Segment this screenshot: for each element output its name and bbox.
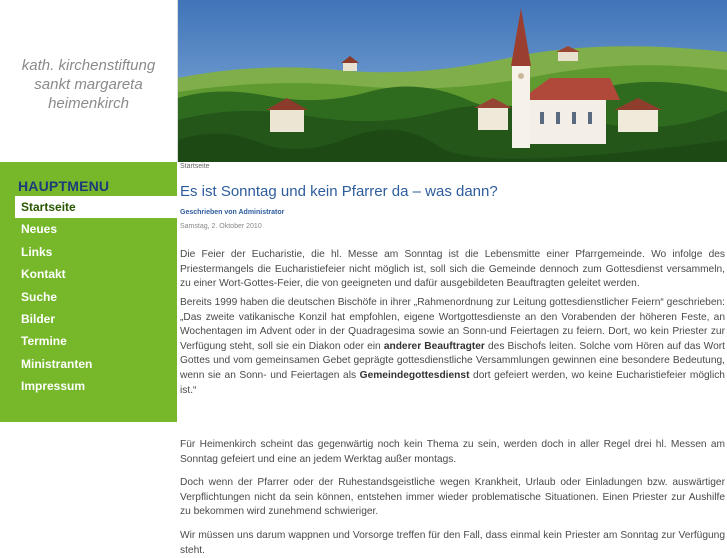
site-branding (0, 0, 177, 162)
article-byline: Geschrieben von Administrator (180, 209, 285, 216)
article-date: Samstag, 2. Oktober 2010 (180, 223, 262, 230)
article-paragraph: Doch wenn der Pfarrer oder der Ruhestandsgeistliche wegen Krankheit, Urlaub oder Einladungen bzw. auswärtiger Verpflichtungen nicht da sein können, entstehen immer wieder problematische Situationen. Einen Priester zur Aushilfe zu bekommen wird zunehmend schwieriger. (180, 477, 725, 518)
site-title (0, 56, 177, 113)
menu-item-links[interactable]: Links (21, 244, 53, 259)
paragraph-text: Bereits 1999 haben die deutschen Bischöfe in ihrer „Rahmenordnung zur Leitung gottesdienstlicher Feiern“ geschrieben: „Das zweite vatikanische Konzil hat empfohlen, eigene Wortgottesdienste an den Vorabenden der höheren Feste, an Wochentagen im Advent oder in der Quadragesima sowie an Sonn-und Feiertagen zu feiern. Dort, wo kein Priester zur Verfügung steht, soll sie ein Diakon oder ein (180, 297, 725, 352)
site-title-line1: kath. kirchenstiftung (21, 57, 156, 74)
menu-item-impressum[interactable]: Impressum (21, 379, 86, 394)
article-paragraph: Wir müssen uns darum wappnen und Vorsorge treffen für den Fall, dass einmal kein Priester am Sonntag zur Verfügung steht. (180, 530, 725, 556)
menu-item-neues[interactable]: Neues (21, 222, 58, 237)
article-paragraph: Für Heimenkirch scheint das gegenwärtig noch kein Thema zu sein, werden doch in aller Regel drei hl. Messen am Sonntag gefeiert und eine an jedem Werktag außer montags. (180, 439, 725, 465)
site-title-line2: sankt margareta (34, 76, 143, 93)
menu-item-suche[interactable]: Suche (21, 289, 58, 304)
article-paragraph: Die Feier der Eucharistie, die hl. Messe am Sonntag ist die Lebensmitte einer Pfarrgemeinde. Wo infolge des Priestermangels die Eucharistiefeier nicht möglich ist, soll sich die Gemeinde dennoch zum Gottesdienst versammeln, zu einer Wort-Gottes-Feier, die von geeigneten und dafür ausgebildeten Beauftragten geleitet werden. (180, 249, 725, 290)
bold-text: Gemeindegottesdienst (359, 369, 470, 381)
sidebar (0, 162, 177, 422)
menu-item-termine[interactable]: Termine (21, 334, 67, 349)
main-menu (0, 196, 177, 398)
header-church-photo (178, 0, 727, 162)
main-menu-heading: HAUPTMENU (18, 178, 110, 194)
bold-text: anderer Beauftragter (383, 340, 485, 352)
article-paragraph (180, 296, 725, 398)
article-title: Es ist Sonntag und kein Pfarrer da – was dann? (180, 183, 498, 200)
menu-item-ministranten[interactable]: Ministranten (21, 356, 93, 371)
menu-item-startseite[interactable]: Startseite (15, 196, 177, 218)
menu-item-bilder[interactable]: Bilder (21, 311, 56, 326)
breadcrumb[interactable]: Startseite (180, 163, 210, 170)
paragraph-text: des Bischofs leiten. Solche vom Hören auf das Wort Gottes und vom gemeinsamen Gebet geprägte gottesdienstliche Versammlungen gewinnen eine besondere Bedeutung, wenn sie an Sonn- und Feiertagen als (180, 340, 725, 381)
menu-item-kontakt[interactable]: Kontakt (21, 267, 66, 282)
site-title-line3: heimenkirch (48, 95, 129, 112)
paragraph-text: dort gefeiert werden, wo keine Eucharistiefeier möglich ist.“ (180, 369, 725, 396)
